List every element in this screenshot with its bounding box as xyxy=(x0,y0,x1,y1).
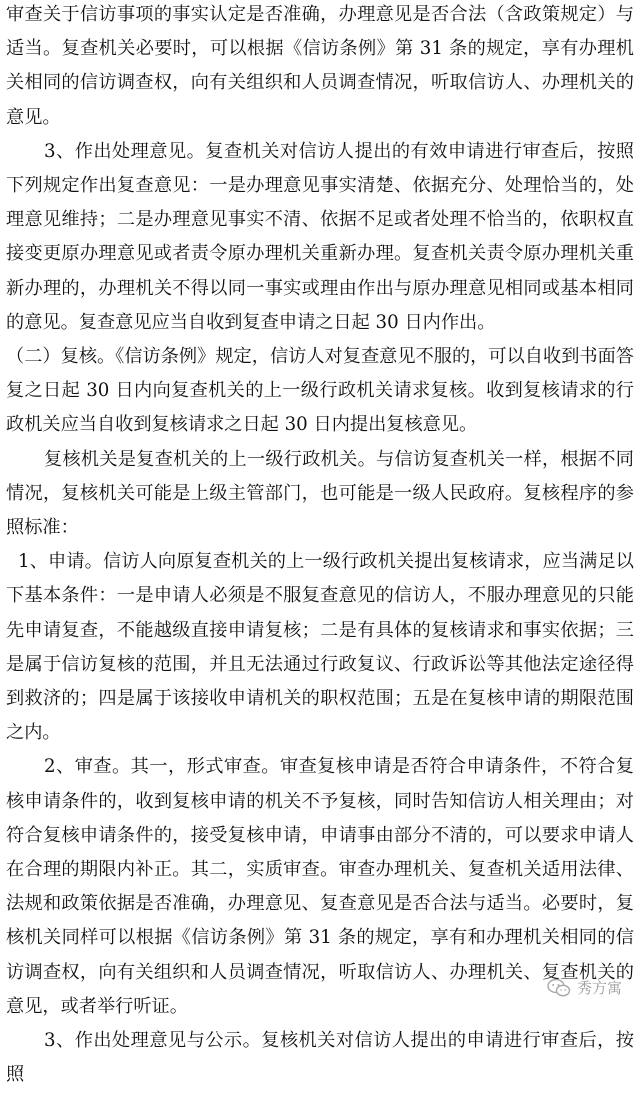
paragraph-recheck-examination: 2、审查。其一，形式审查。审查复核申请是否符合申请条件，不符合复核申请条件的，收到复核申请的机关不予复核，同时告知信访人相关理由；对符合复核申请条件的，接受复核申请，申请事由部分不清的，可以要求申请人在合理的期限内补正。其二，实质审查。审查办理机关、复查机关适用法律、法规和政策依据是否准确，办理意见、复查意见是否合法与适当。必要时，复核机关同样可以根据《信访条例》第 31 条的规定，享有和办理机关相同的信访调查权，向有关组织和人员调查情况，听取信访人、办理机关、复查机关的意见，或者举行听证。 xyxy=(6,756,634,1017)
paragraph-recheck-decision: 3、作出处理意见与公示。复核机关对信访人提出的申请进行审查后，按照 xyxy=(6,1030,634,1086)
paragraph-recheck-authority: 复核机关是复查机关的上一级行政机关。与信访复查机关一样，根据不同情况，复核机关可能是上级主管部门，也可能是一级人民政府。复核程序的参照标准： xyxy=(6,448,634,539)
watermark xyxy=(547,977,622,998)
paragraph-recheck-application: 1、申请。信访人向原复查机关的上一级行政机关提出复核请求，应当满足以下基本条件：一是申请人必须是不服复查意见的信访人，不服办理意见的只能先申请复查，不能越级直接申请复核；二是有具体的复核请求和事实依据；三是属于信访复核的范围，并且无法通过行政复议、行政诉讼等其他法定途径得到救济的；四是属于该接收申请机关的职权范围；五是在复核申请的期限范围之内。 xyxy=(6,551,634,744)
paragraph-review-decision: 3、作出处理意见。复查机关对信访人提出的有效申请进行审查后，按照下列规定作出复查意见：一是办理意见事实清楚、依据充分、处理恰当的，处理意见维持；二是办理意见事实不清、依据不足或者处理不恰当的，依职权直接变更原办理意见或者责令原办理机关重新办理。复查机关责令原办理机关重新办理的，办理机关不得以同一事实或理由作出与原办理意见相同或基本相同的意见。复查意见应当自收到复查申请之日起 30 日内作出。 xyxy=(6,140,634,333)
wechat-icon xyxy=(547,978,571,998)
watermark-text: 秀方寓 xyxy=(576,979,622,997)
paragraph-recheck-intro: （二）复核。《信访条例》规定，信访人对复查意见不服的，可以自收到书面答复之日起 30 日内向复查机关的上一级行政机关请求复核。收到复核请求的行政机关应当自收到复核请求之日起 30 日内提出复核意见。 xyxy=(6,346,634,436)
paragraph-review-content: 审查关于信访事项的事实认定是否准确，办理意见是否合法（含政策规定）与适当。复查机关必要时，可以根据《信访条例》第 31 条的规定，享有办理机关相同的信访调查权，向有关组织和人员调查情况，听取信访人、办理机关的意见。 xyxy=(6,4,634,128)
